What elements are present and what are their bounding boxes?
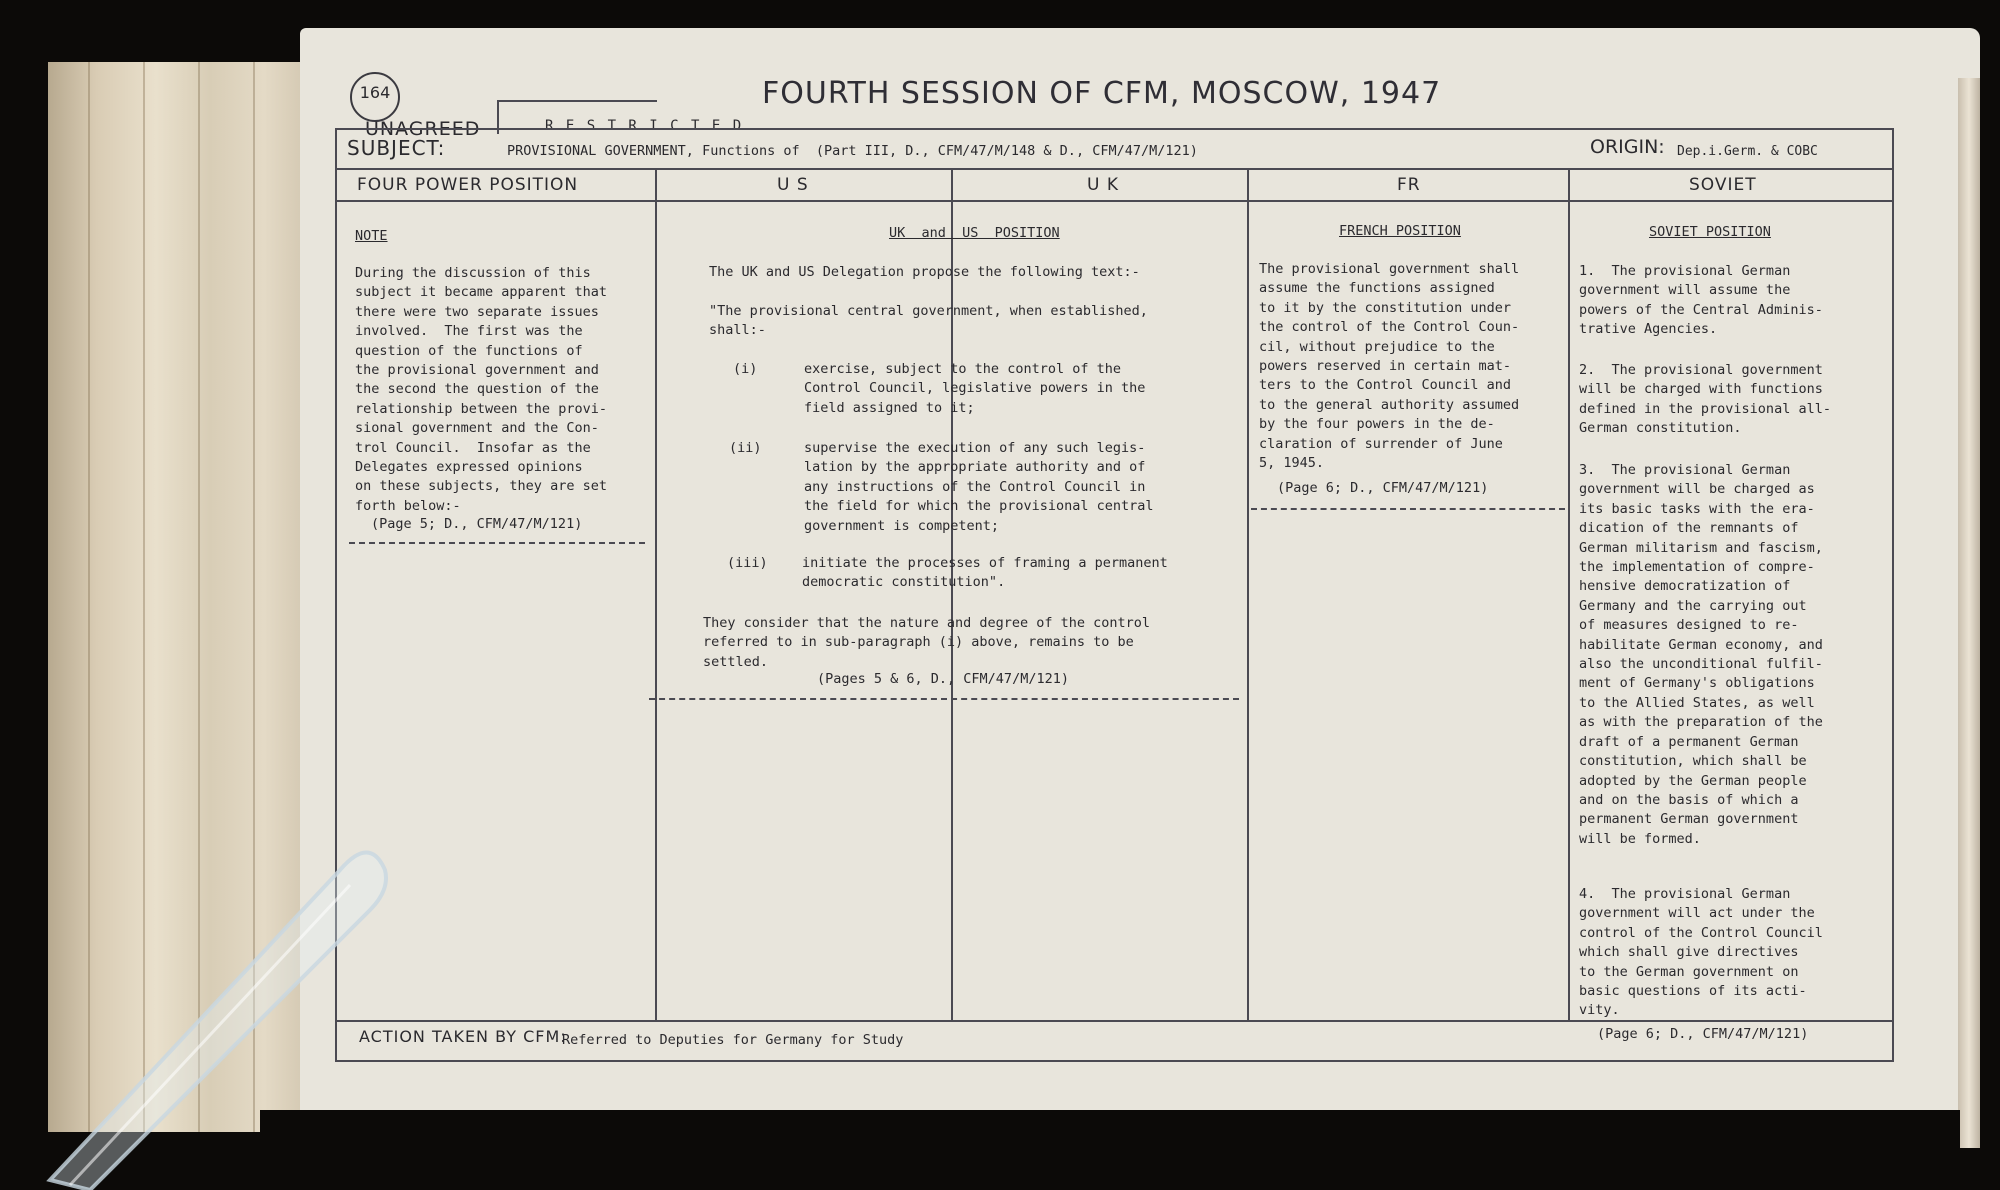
status-divider-top [497, 100, 657, 102]
soviet-paragraph-1: 1. The provisional German government will assume the powers of the Central Adminis- trative Agencies. [1579, 263, 1823, 338]
ukus-quote: "The provisional central government, when established, shall:- [709, 303, 1148, 339]
ukus-item-num: (ii) [729, 440, 762, 456]
col-header-soviet: SOVIET [1689, 175, 1757, 195]
col-header-us: U S [777, 175, 809, 195]
page-title: FOURTH SESSION OF CFM, MOSCOW, 1947 [762, 76, 1442, 111]
subject-text: PROVISIONAL GOVERNMENT, Functions of (Part III, D., CFM/47/M/148 & D., CFM/47/M/121) [507, 143, 1198, 159]
ukus-item-num: (i) [733, 361, 758, 377]
ukus-item-num: (iii) [727, 555, 768, 571]
french-reference: (Page 6; D., CFM/47/M/121) [1277, 480, 1489, 496]
note-heading: NOTE [355, 228, 388, 244]
status-label: UNAGREED [365, 118, 481, 140]
position-table [335, 128, 1894, 1062]
col-header-four-power: FOUR POWER POSITION [357, 175, 579, 195]
classification-stamp: R E S T R I C T E D [545, 118, 744, 134]
page-number: 164 [350, 72, 400, 122]
note-reference: (Page 5; D., CFM/47/M/121) [371, 516, 583, 532]
col-header-uk: U K [1087, 175, 1119, 195]
origin-text: Dep.i.Germ. & COBC [1677, 144, 1818, 159]
soviet-reference: (Page 6; D., CFM/47/M/121) [1597, 1026, 1809, 1042]
subject-label: SUBJECT: [347, 136, 446, 160]
soviet-heading: SOVIET POSITION [1649, 224, 1771, 240]
action-label: ACTION TAKEN BY CFM: [359, 1027, 567, 1046]
subject-rule [337, 168, 1892, 170]
french-separator [1251, 508, 1565, 510]
origin-label: ORIGIN: [1590, 136, 1665, 158]
ukus-reference: (Pages 5 & 6, D., CFM/47/M/121) [817, 671, 1069, 687]
note-body: During the discussion of this subject it became apparent that there were two separate issues involved. The first was the question of the functions of the provisional government and the second the question of the relationship between the provi- sional government and the Con- trol Council. Insofar as the Delegates expressed opinions on these subjects, they are set forth below:- [355, 265, 607, 514]
ukus-item-text: supervise the execution of any such legis- lation by the appropriate authority and of any instructions of the Control Council in the field for which the provisional central government is competent; [804, 440, 1154, 534]
col-rule-3 [1247, 170, 1249, 1020]
book-bottom-edge [260, 1110, 1960, 1168]
soviet-paragraph-4: 4. The provisional German government will act under the control of the Control Council which shall give directives to the German government on basic questions of its acti- vity. [1579, 886, 1823, 1019]
ukus-intro: The UK and US Delegation propose the following text:- [709, 264, 1140, 280]
clear-plastic-page-holder [40, 830, 400, 1190]
ukus-heading: UK and US POSITION [889, 225, 1060, 241]
col-header-fr: FR [1397, 175, 1421, 195]
col-rule-2 [951, 170, 953, 1020]
soviet-paragraph-2: 2. The provisional government will be charged with functions defined in the provisional all- German constitution. [1579, 362, 1831, 437]
col-rule-1 [655, 170, 657, 1020]
ukus-separator [649, 698, 1239, 700]
action-text: Referred to Deputies for Germany for Study [562, 1032, 904, 1048]
header-rule [337, 200, 1892, 202]
page-edge-right [1958, 78, 1980, 1148]
ukus-closing: They consider that the nature and degree of the control referred to in sub-paragraph (i) above, remains to be settled. [703, 615, 1151, 670]
soviet-paragraph-3: 3. The provisional German government will be charged as its basic tasks with the era- dication of the remnants of German militarism and fascism, the implementation of compre- hensive democratization of Germany and the carrying out of measures designed to re- habilitate German economy, and also the unconditional fulfil- ment of Germany's obligations to the Allied States, as well as with the preparation of the draft of a permanent German constitution, which shall be adopted by the German people and on the basis of which a permanent German government will be formed. [1579, 462, 1823, 847]
ukus-item-text: initiate the processes of framing a permanent democratic constitution". [802, 555, 1168, 591]
french-body: The provisional government shall assume the functions assigned to it by the constitution under the control of the Control Coun- cil, without prejudice to the powers reserved in certain mat- ters to the Control Council and to the general authority assumed by the four powers in the de- claration of surrender of June 5, 1945. [1259, 261, 1520, 472]
ukus-item-text: exercise, subject to the control of the Control Council, legislative powers in the field assigned to it; [804, 361, 1146, 416]
french-heading: FRENCH POSITION [1339, 223, 1461, 239]
col-rule-4 [1568, 170, 1570, 1020]
note-separator [349, 542, 645, 544]
